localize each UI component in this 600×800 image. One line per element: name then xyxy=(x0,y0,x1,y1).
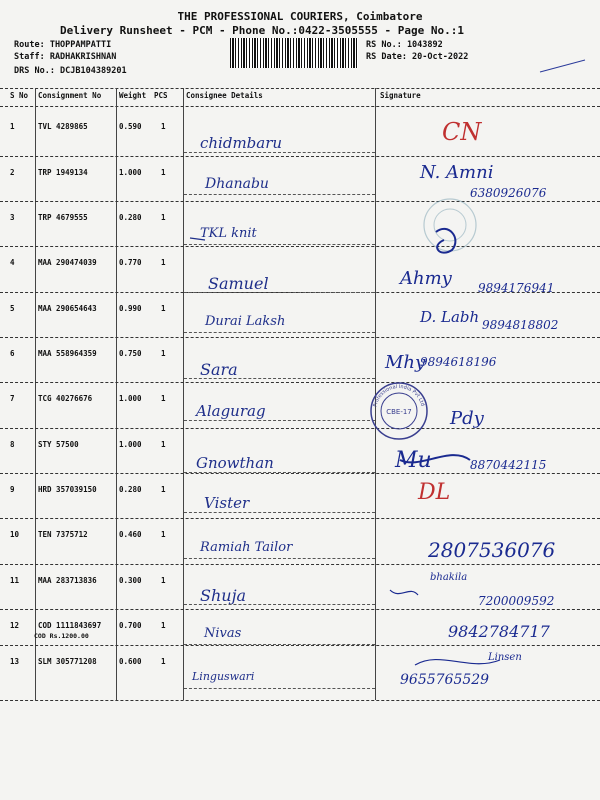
row-weight: 0.770 xyxy=(119,258,142,267)
row-consignee-handwritten: Shuja xyxy=(200,586,247,605)
row-phone-handwritten: 9894818802 xyxy=(482,318,559,332)
row-consignment-no: MAA 290474039 xyxy=(38,258,97,267)
document-title: THE PROFESSIONAL COURIERS, Coimbatore xyxy=(177,10,423,23)
row-consignment-no: SLM 305771208 xyxy=(38,657,97,666)
row-phone-handwritten: 9655765529 xyxy=(400,672,490,688)
col-header-weight: Weight xyxy=(119,91,147,100)
row-consignment-no: MAA 558964359 xyxy=(38,349,97,358)
row-consignment-no: STY 57500 xyxy=(38,440,79,449)
row-sno: 12 xyxy=(10,621,20,630)
row-consignee-handwritten: Ramiah Tailor xyxy=(200,540,293,555)
row-consignment-no: TCG 40276676 xyxy=(38,394,93,403)
row-consignment-no: MAA 283713836 xyxy=(38,576,97,585)
col-header-sno: S No xyxy=(10,91,29,100)
rs-number: RS No.: 1043892 xyxy=(366,40,443,50)
row-pcs: 1 xyxy=(161,213,166,222)
row-consignment-no: TEN 7375712 xyxy=(38,530,88,539)
row-pcs: 1 xyxy=(161,657,166,666)
row-consignee-handwritten: Dhanabu xyxy=(205,176,269,192)
row-consignment-no: TRP 4679555 xyxy=(38,213,88,222)
row-weight: 0.990 xyxy=(119,304,142,313)
row-consignee-handwritten: Durai Laksh xyxy=(205,314,286,329)
row-phone-handwritten: 7200009592 xyxy=(478,594,555,608)
row-weight: 1.000 xyxy=(119,394,142,403)
row-sno: 7 xyxy=(10,394,15,403)
row-signature: Pdy xyxy=(450,408,484,429)
row-pcs: 1 xyxy=(161,168,166,177)
col-header-consignee: Consignee Details xyxy=(186,91,263,100)
row-cod-amount: COD Rs.1200.00 xyxy=(34,632,89,640)
row-sno: 5 xyxy=(10,304,15,313)
row-pcs: 1 xyxy=(161,485,166,494)
row-pcs: 1 xyxy=(161,122,166,131)
row-weight: 1.000 xyxy=(119,168,142,177)
row-sno: 11 xyxy=(10,576,20,585)
row-consignee-handwritten: Nivas xyxy=(204,626,242,641)
row-pcs: 1 xyxy=(161,258,166,267)
row-consignee-handwritten: Linguswari xyxy=(192,670,255,683)
row-consignee-handwritten: Sara xyxy=(200,360,238,379)
row-weight: 0.460 xyxy=(119,530,142,539)
row-weight: 0.600 xyxy=(119,657,142,666)
row-signature: Mhy xyxy=(385,352,426,373)
row-consignee-handwritten: Samuel xyxy=(208,274,269,293)
row-sno: 6 xyxy=(10,349,15,358)
row-sno: 8 xyxy=(10,440,15,449)
row-phone-handwritten: 6380926076 xyxy=(470,186,547,200)
row-consignee-handwritten: Vister xyxy=(204,494,250,512)
row-pcs: 1 xyxy=(161,440,166,449)
row-phone-handwritten: 9894176941 xyxy=(478,281,555,295)
document-subtitle: Delivery Runsheet - PCM - Phone No.:0422-3505555 - Page No.:1 xyxy=(60,24,464,37)
row-phone-handwritten: 8870442115 xyxy=(470,458,547,472)
row-sno: 10 xyxy=(10,530,20,539)
row-sno: 3 xyxy=(10,213,15,222)
row-signature: CN xyxy=(442,118,482,146)
row-pcs: 1 xyxy=(161,394,166,403)
stamp-text: Professional India Pvt Ltd xyxy=(372,383,426,408)
row-consignment-no: MAA 290654643 xyxy=(38,304,97,313)
row-consignment-no: TVL 4289865 xyxy=(38,122,88,131)
row-signature: Mu xyxy=(395,448,432,473)
row-sno: 9 xyxy=(10,485,15,494)
row-weight: 0.590 xyxy=(119,122,142,131)
row-pcs: 1 xyxy=(161,530,166,539)
row-phone-handwritten: 9894618196 xyxy=(420,355,497,369)
row-consignee-handwritten: Gnowthan xyxy=(196,454,274,472)
row-phone-handwritten: 9842784717 xyxy=(448,622,550,641)
row-weight: 1.000 xyxy=(119,440,142,449)
rs-date: RS Date: 20-Oct-2022 xyxy=(366,52,469,62)
row-weight: 0.280 xyxy=(119,213,142,222)
row-pcs: 1 xyxy=(161,621,166,630)
row-signature: D. Labh xyxy=(420,308,480,326)
row-signature: bhakila xyxy=(430,572,468,583)
row-consignee-handwritten: chidmbaru xyxy=(200,134,283,152)
row-weight: 0.700 xyxy=(119,621,142,630)
col-header-consignment: Consignment No xyxy=(38,91,102,100)
row-pcs: 1 xyxy=(161,349,166,358)
row-weight: 0.300 xyxy=(119,576,142,585)
row-pcs: 1 xyxy=(161,576,166,585)
row-signature: N. Amni xyxy=(420,162,494,183)
row-consignment-no: COD 1111843697 xyxy=(38,621,102,630)
row-consignee-handwritten: TKL knit xyxy=(200,226,257,241)
row-weight: 0.280 xyxy=(119,485,142,494)
row-pcs: 1 xyxy=(161,304,166,313)
row-consignee-handwritten: Alagurag xyxy=(196,402,266,420)
row-sno: 2 xyxy=(10,168,15,177)
col-header-signature: Signature xyxy=(380,91,421,100)
row-signature: DL xyxy=(418,480,451,505)
row-signature: Ahmy xyxy=(400,268,452,289)
stamp-code: CBE-17 xyxy=(386,408,412,416)
row-phone-handwritten: 2807536076 xyxy=(428,538,556,562)
route-label: Route: THOPPAMPATTI xyxy=(14,40,112,50)
row-signature: Linsen xyxy=(488,652,522,663)
row-consignment-no: TRP 1949134 xyxy=(38,168,88,177)
row-sno: 4 xyxy=(10,258,15,267)
staff-label: Staff: RADHAKRISHNAN xyxy=(14,52,117,62)
row-weight: 0.750 xyxy=(119,349,142,358)
drs-number: DRS No.: DCJB104389201 xyxy=(14,66,127,76)
row-sno: 1 xyxy=(10,122,15,131)
col-header-pcs: PCS xyxy=(154,91,168,100)
row-sno: 13 xyxy=(10,657,20,666)
row-consignment-no: HRD 357039150 xyxy=(38,485,97,494)
